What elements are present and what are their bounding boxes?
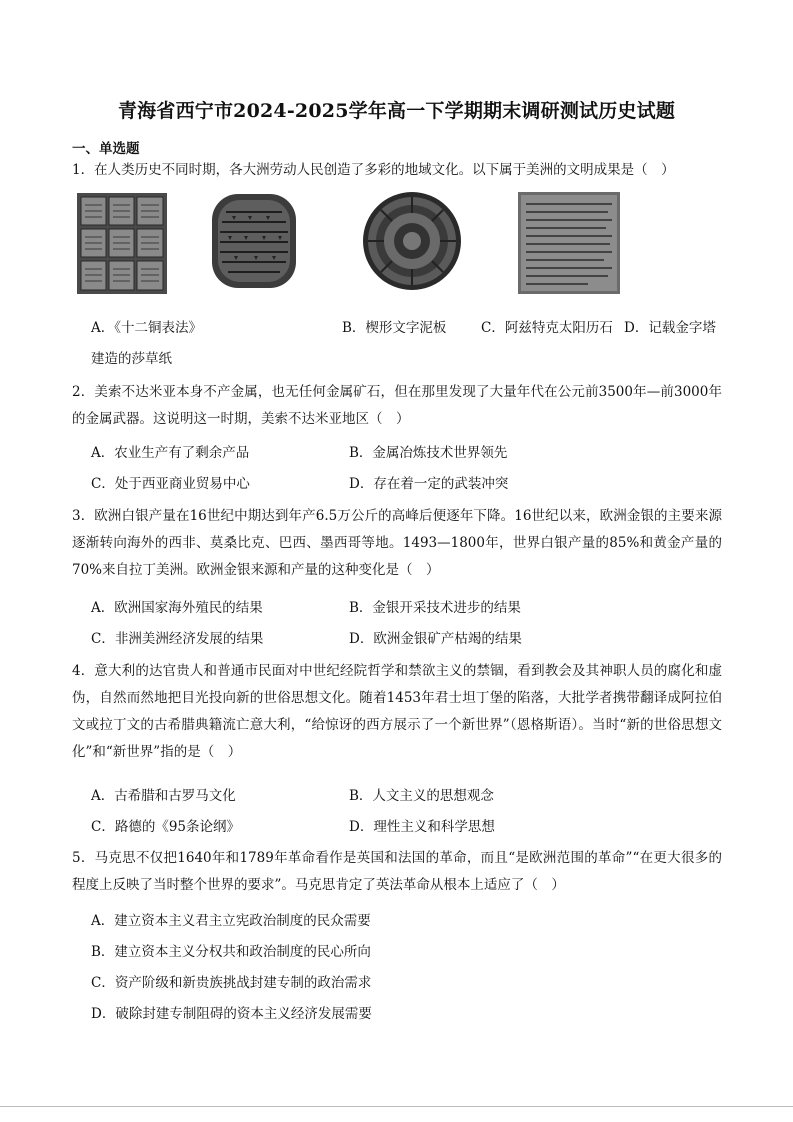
q4-option-c[interactable]: C．路德的《95条论纲》 (91, 819, 241, 835)
q1-option-c[interactable]: C．阿兹特克太阳历石 (481, 320, 613, 336)
q3-option-b[interactable]: B．金银开采技术进步的结果 (349, 600, 521, 616)
q4-option-d[interactable]: D．理性主义和科学思想 (349, 819, 495, 835)
q3-option-a[interactable]: A．欧洲国家海外殖民的结果 (91, 600, 263, 616)
q2-option-a[interactable]: A．农业生产有了剩余产品 (91, 445, 250, 461)
q5-option-d[interactable]: D．破除封建专制阻碍的资本主义经济发展需要 (91, 1006, 372, 1022)
cuneiform-tablet-image (208, 190, 300, 292)
question-2-stem: 2．美索不达米亚本身不产金属，也无任何金属矿石，但在那里发现了大量年代在公元前3500年—前3000年的金属武器。这说明这一时期，美索不达米亚地区（ ） (72, 384, 722, 427)
page-title: 青海省西宁市2024-2025学年高一下学期期末调研测试历史试题 (117, 100, 676, 122)
q2-option-d[interactable]: D．存在着一定的武装冲突 (349, 476, 509, 492)
q1-option-b[interactable]: B．楔形文字泥板 (342, 320, 447, 336)
pyramid-papyrus-image (518, 192, 620, 294)
q1-option-d-continued: 建造的莎草纸 (91, 351, 172, 367)
q5-option-b[interactable]: B．建立资本主义分权共和政治制度的民心所向 (91, 944, 371, 960)
page-bottom-divider (0, 1106, 793, 1107)
question-4-stem: 4．意大利的达官贵人和普通市民面对中世纪经院哲学和禁欲主义的禁锢，看到教会及其神职人员的腐化和虚伪，自然而然地把目光投向新的世俗思想文化。随着1453年君士坦丁堡的陷落，大批学者携带翻译成阿拉伯文或拉丁文的古希腊典籍流亡意大利，“给惊讶的西方展示了一个新世界”（恩格斯语）。当时“新的世俗思想文化”和“新世界”指的是（ ） (72, 663, 722, 760)
q1-option-d[interactable]: D．记载金字塔 (624, 320, 716, 336)
q4-option-a[interactable]: A．古希腊和古罗马文化 (91, 788, 236, 804)
q5-option-c[interactable]: C．资产阶级和新贵族挑战封建专制的政治需求 (91, 975, 372, 991)
twelve-tables-image (77, 193, 167, 294)
q3-option-d[interactable]: D．欧洲金银矿产枯竭的结果 (349, 631, 522, 647)
question-3-stem: 3．欧洲白银产量在16世纪中期达到年产6.5万公斤的高峰后便逐年下降。16世纪以来，欧洲金银的主要来源逐渐转向海外的西非、莫桑比克、巴西、墨西哥等地。1493—1800年，世界白银产量的85%和黄金产量的70%来自拉丁美洲。欧洲金银来源和产量的这种变化是（ ） (72, 508, 722, 578)
q2-option-c[interactable]: C．处于西亚商业贸易中心 (91, 476, 250, 492)
aztec-sun-stone-image (362, 191, 462, 291)
q1-option-a[interactable]: A．《十二铜表法》 (91, 320, 202, 336)
q5-option-a[interactable]: A．建立资本主义君主立宪政治制度的民众需要 (91, 913, 371, 929)
q2-option-b[interactable]: B．金属冶炼技术世界领先 (349, 445, 508, 461)
q3-option-c[interactable]: C．非洲美洲经济发展的结果 (91, 631, 264, 647)
question-1-stem: 1．在人类历史不同时期，各大洲劳动人民创造了多彩的地域文化。以下属于美洲的文明成果是（ ） (72, 162, 675, 178)
q4-option-b[interactable]: B．人文主义的思想观念 (349, 788, 494, 804)
question-5-stem: 5．马克思不仅把1640年和1789年革命看作是英国和法国的革命，而且“是欧洲范围的革命”“在更大很多的程度上反映了当时整个世界的要求”。马克思肯定了英法革命从根本上适应了（ ） (72, 850, 722, 893)
section-heading: 一、单选题 (72, 141, 140, 157)
